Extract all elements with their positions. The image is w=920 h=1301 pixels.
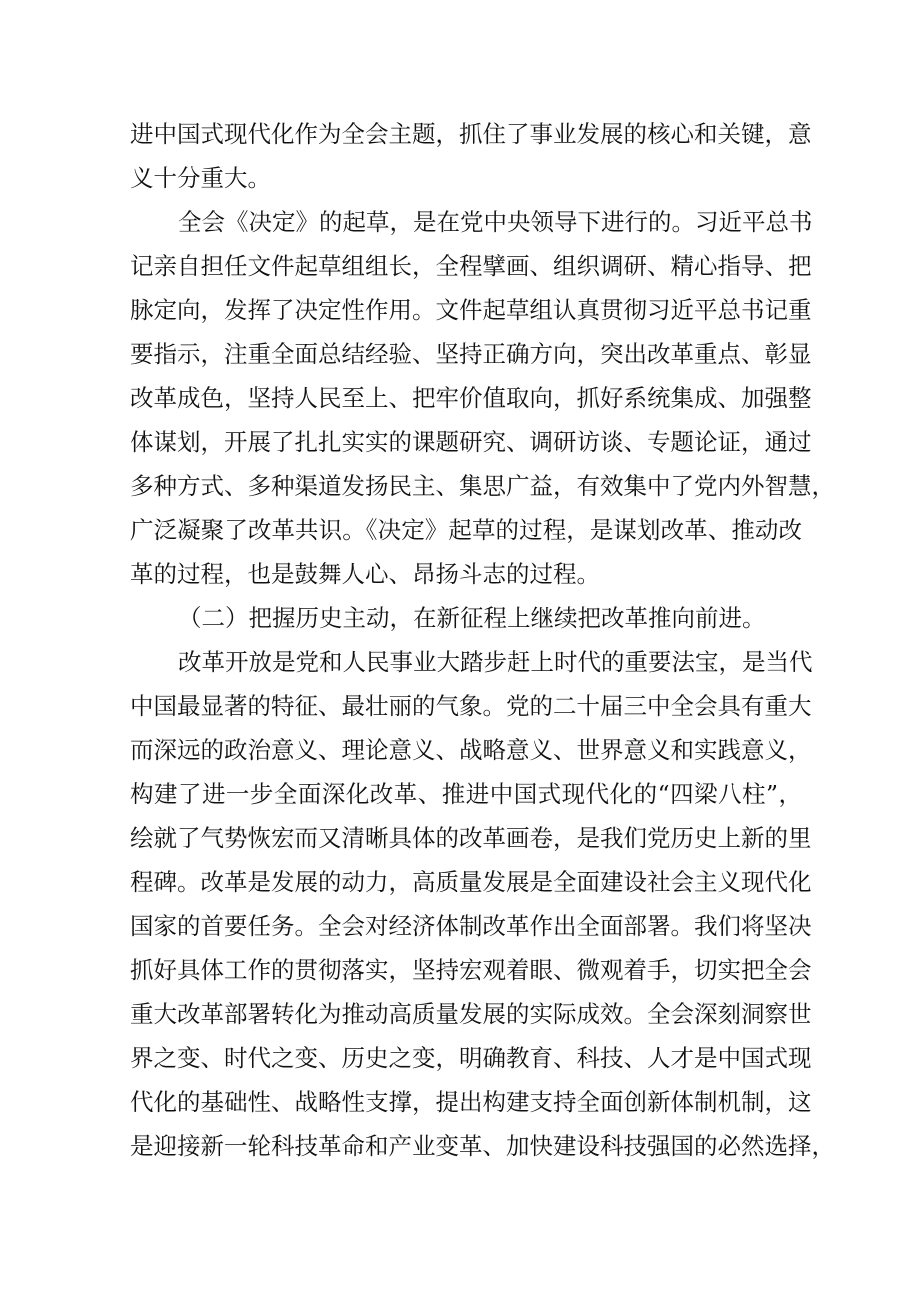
text-line: 重大改革部署转化为推动高质量发展的实际成效。全会深刻洞察世	[130, 1000, 812, 1028]
text-line: 构建了进一步全面深化改革、推进中国式现代化的“四梁八柱”，	[130, 780, 802, 808]
text-line: 程碑。改革是发展的动力，高质量发展是全面建设社会主义现代化	[130, 868, 812, 896]
text-line: 改革成色，坚持人民至上、把牢价值取向，抓好系统集成、加强整	[130, 384, 812, 412]
text-line: 代化的基础性、战略性支撑，提出构建支持全面创新体制机制，这	[130, 1088, 812, 1116]
section-heading: （二）把握历史主动，在新征程上继续把改革推向前进。	[178, 604, 766, 632]
text-line: 记亲自担任文件起草组组长，全程擘画、组织调研、精心指导、把	[130, 252, 812, 280]
paragraph-first-line: 改革开放是党和人民事业大踏步赶上时代的重要法宝，是当代	[178, 648, 813, 676]
text-line: 而深远的政治意义、理论意义、战略意义、世界意义和实践意义，	[130, 736, 812, 764]
text-line: 脉定向，发挥了决定性作用。文件起草组认真贯彻习近平总书记重	[130, 296, 812, 324]
text-line: 革的过程，也是鼓舞人心、昂扬斗志的过程。	[130, 560, 600, 588]
text-line: 义十分重大。	[130, 164, 271, 192]
text-line: 国家的首要任务。全会对经济体制改革作出全面部署。我们将坚决	[130, 912, 812, 940]
paragraph-first-line: 全会《决定》的起草，是在党中央领导下进行的。习近平总书	[178, 208, 813, 236]
text-line: 绘就了气势恢宏而又清晰具体的改革画卷，是我们党历史上新的里	[130, 824, 812, 852]
text-line: 体谋划，开展了扎扎实实的课题研究、调研访谈、专题论证，通过	[130, 428, 812, 456]
text-line: 要指示，注重全面总结经验、坚持正确方向，突出改革重点、彰显	[130, 340, 812, 368]
text-line: 界之变、时代之变、历史之变，明确教育、科技、人才是中国式现	[130, 1044, 812, 1072]
text-line: 广泛凝聚了改革共识。《决定》起草的过程，是谋划改革、推动改	[130, 516, 802, 544]
text-line: 中国最显著的特征、最壮丽的气象。党的二十届三中全会具有重大	[130, 692, 812, 720]
text-line: 抓好具体工作的贯彻落实，坚持宏观着眼、微观着手，切实把全会	[130, 956, 812, 984]
text-line: 多种方式、多种渠道发扬民主、集思广益，有效集中了党内外智慧，	[130, 472, 835, 500]
text-line: 进中国式现代化作为全会主题，抓住了事业发展的核心和关键，意	[130, 120, 812, 148]
text-line: 是迎接新一轮科技革命和产业变革、加快建设科技强国的必然选择，	[130, 1132, 835, 1160]
